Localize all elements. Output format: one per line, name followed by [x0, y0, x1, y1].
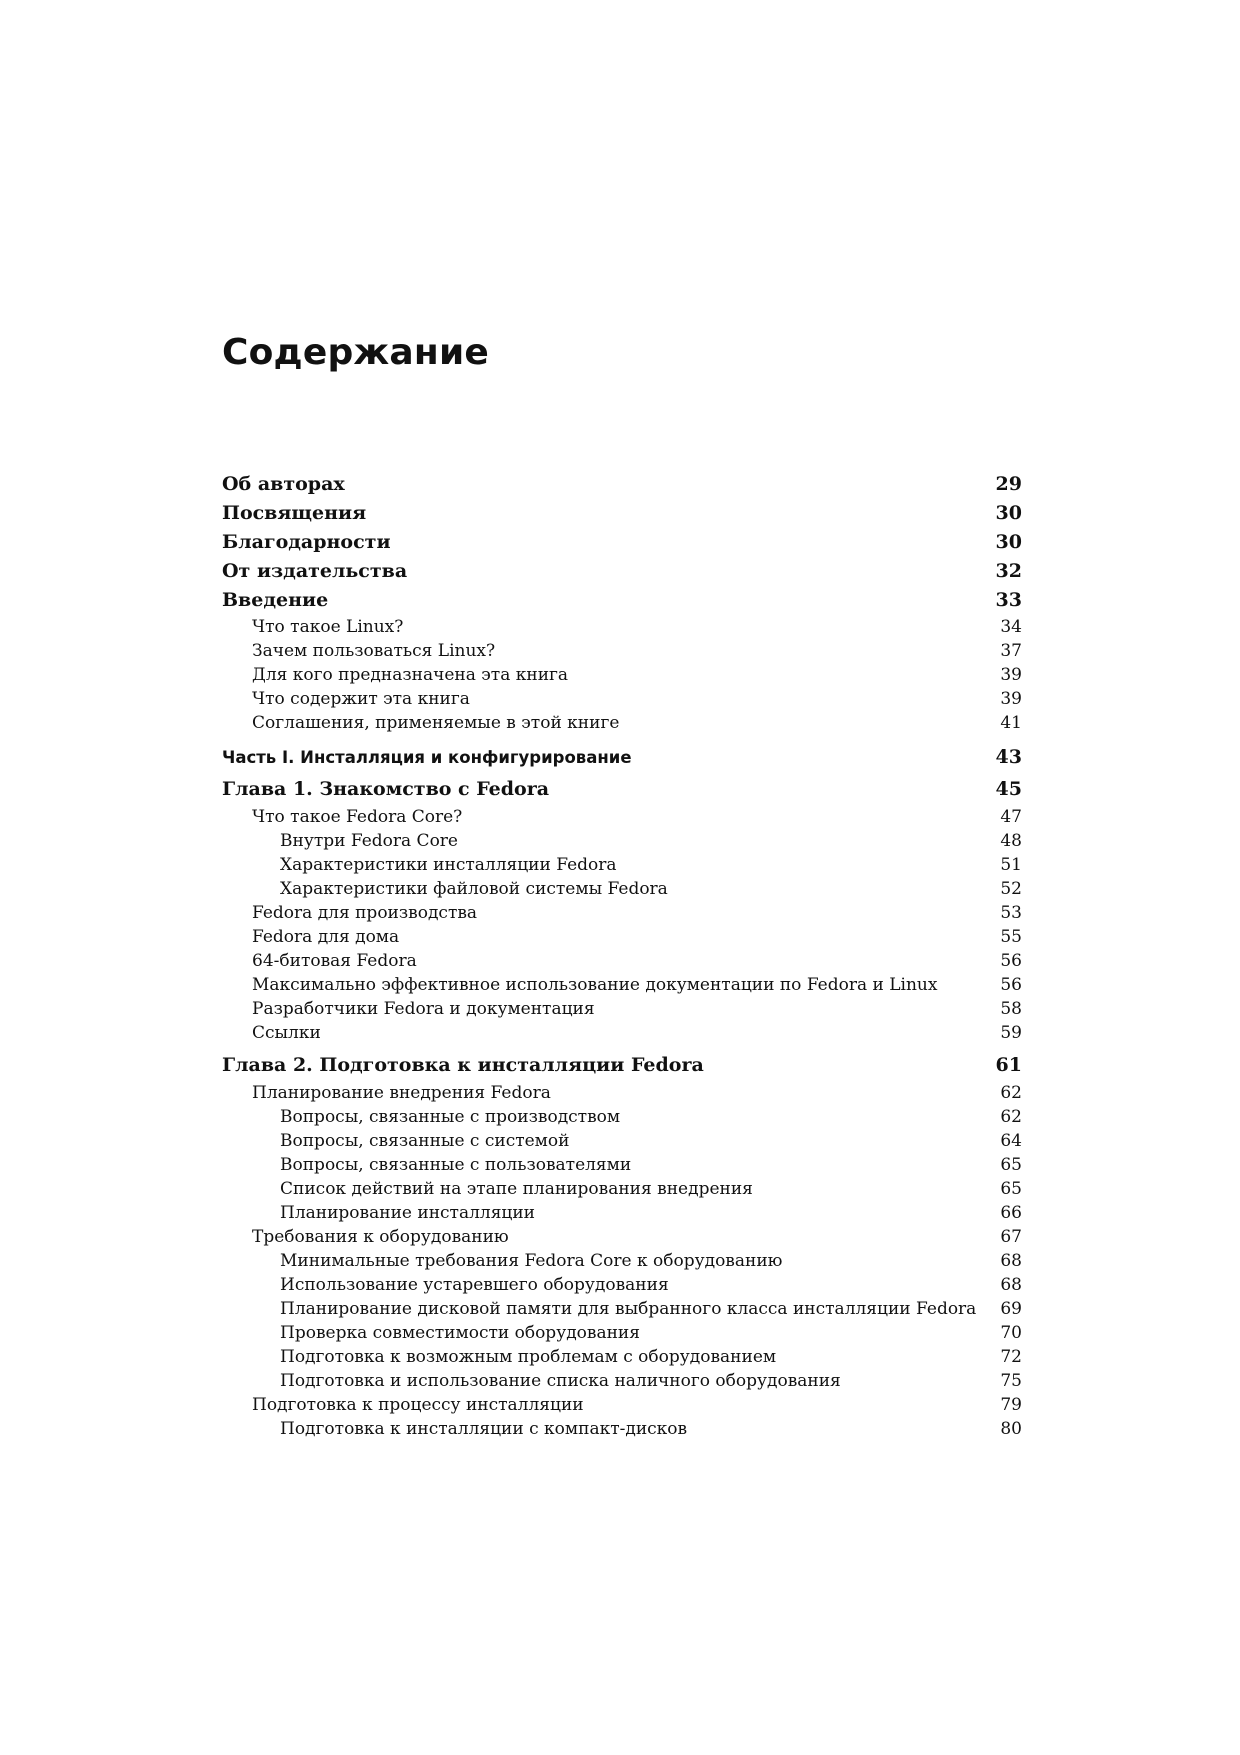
toc-entry-page: 41 — [1000, 713, 1022, 733]
toc-entry-page: 66 — [1000, 1203, 1022, 1223]
toc-entry-page: 33 — [995, 589, 1022, 611]
toc-entry-title: Минимальные требования Fedora Core к оборудованию — [280, 1251, 783, 1271]
toc-entry-title: Список действий на этапе планирования внедрения — [280, 1179, 753, 1199]
toc-entry-title: Подготовка и использование списка наличного оборудования — [280, 1371, 841, 1391]
toc-entry-page: 59 — [1000, 1023, 1022, 1043]
toc-entry[interactable] — [222, 687, 1022, 711]
toc-entry-title: Ссылки — [252, 1023, 321, 1043]
toc-entry-page: 69 — [1000, 1299, 1022, 1319]
toc-entry[interactable] — [222, 877, 1022, 901]
toc-entry-title: Посвящения — [222, 502, 367, 524]
toc-entry-page: 58 — [1000, 999, 1022, 1019]
toc-entry-title: Введение — [222, 589, 329, 611]
toc-entry-title: Разработчики Fedora и документация — [252, 999, 595, 1019]
toc-entry-page: 55 — [1000, 927, 1022, 947]
toc-entry[interactable] — [222, 1393, 1022, 1417]
toc-entry-title: 64-битовая Fedora — [252, 951, 417, 971]
toc-entry-title: Благодарности — [222, 531, 391, 553]
toc-entry-page: 34 — [1000, 617, 1022, 637]
toc-entry-title: Глава 2. Подготовка к инсталляции Fedora — [222, 1054, 704, 1076]
toc-entry-title: Планирование внедрения Fedora — [252, 1083, 551, 1103]
toc-entry-page: 65 — [1000, 1179, 1022, 1199]
toc-entry[interactable] — [222, 1225, 1022, 1249]
toc-entry[interactable] — [222, 559, 1022, 583]
toc-entry-title: Об авторах — [222, 473, 345, 495]
toc-entry-page: 80 — [1000, 1419, 1022, 1439]
toc-entry-page: 30 — [995, 531, 1022, 553]
toc-entry-page: 47 — [1000, 807, 1022, 827]
toc-entry-page: 39 — [1000, 689, 1022, 709]
toc-entry[interactable] — [222, 1105, 1022, 1129]
toc-entry-page: 64 — [1000, 1131, 1022, 1151]
toc-entry-title: Подготовка к процессу инсталляции — [252, 1395, 584, 1415]
toc-entry[interactable] — [222, 501, 1022, 525]
toc-entry-page: 56 — [1000, 975, 1022, 995]
toc-entry[interactable] — [222, 1297, 1022, 1321]
toc-entry[interactable] — [222, 615, 1022, 639]
toc-entry-title: Что такое Linux? — [252, 617, 404, 637]
toc-entry-title: Максимально эффективное использование документации по Fedora и Linux — [252, 975, 938, 995]
toc-entry[interactable] — [222, 925, 1022, 949]
toc-entry-title: Глава 1. Знакомство с Fedora — [222, 778, 550, 800]
toc-entry[interactable] — [222, 805, 1022, 829]
toc-entry-page: 65 — [1000, 1155, 1022, 1175]
toc-entry-title: Для кого предназначена эта книга — [252, 665, 569, 685]
toc-entry[interactable] — [222, 1273, 1022, 1297]
toc-entry[interactable] — [222, 711, 1022, 735]
toc-entry-title: Вопросы, связанные с системой — [280, 1131, 570, 1151]
toc-entry-title: Вопросы, связанные с производством — [280, 1107, 621, 1127]
toc-entry-title: Что содержит эта книга — [252, 689, 470, 709]
toc-entry-page: 56 — [1000, 951, 1022, 971]
toc-entry[interactable] — [222, 1129, 1022, 1153]
toc-entry-title: Что такое Fedora Core? — [252, 807, 463, 827]
toc-entry-page: 72 — [1000, 1347, 1022, 1367]
toc-entry[interactable] — [222, 1345, 1022, 1369]
toc-entry[interactable] — [222, 1417, 1022, 1441]
toc-entry-title: Вопросы, связанные с пользователями — [280, 1155, 632, 1175]
toc-entry-title: Fedora для дома — [252, 927, 400, 947]
toc-entry-title: Fedora для производства — [252, 903, 478, 923]
toc-entry-title: Характеристики инсталляции Fedora — [280, 855, 617, 875]
toc-entry-title: Планирование дисковой памяти для выбранного класса инсталляции Fedora — [280, 1299, 977, 1319]
toc-entry[interactable] — [222, 588, 1022, 612]
toc-entry-title: Подготовка к возможным проблемам с оборудованием — [280, 1347, 777, 1367]
toc-entry-page: 48 — [1000, 831, 1022, 851]
toc-entry-title: Требования к оборудованию — [252, 1227, 509, 1247]
toc-entry-page: 39 — [1000, 665, 1022, 685]
toc-entry-page: 61 — [995, 1054, 1022, 1076]
toc-entry-page: 37 — [1000, 641, 1022, 661]
toc-entry[interactable] — [222, 949, 1022, 973]
toc-entry-title: От издательства — [222, 560, 408, 582]
toc-entry-title: Характеристики файловой системы Fedora — [280, 879, 668, 899]
toc-entry-page: 30 — [995, 502, 1022, 524]
toc-entry-page: 68 — [1000, 1251, 1022, 1271]
toc-entry[interactable] — [222, 1201, 1022, 1225]
toc-entry-page: 68 — [1000, 1275, 1022, 1295]
toc-entry[interactable] — [222, 1249, 1022, 1273]
toc-entry-page: 53 — [1000, 903, 1022, 923]
toc-entry[interactable] — [222, 1369, 1022, 1393]
toc-entry[interactable] — [222, 1021, 1022, 1045]
toc-entry[interactable] — [222, 472, 1022, 496]
toc-entry-title: Подготовка к инсталляции с компакт-дисков — [280, 1419, 688, 1439]
toc-entry-page: 62 — [1000, 1083, 1022, 1103]
toc-entry-title: Использование устаревшего оборудования — [280, 1275, 669, 1295]
toc-entry-page: 75 — [1000, 1371, 1022, 1391]
page-title: Содержание — [222, 332, 490, 373]
toc-entry-page: 45 — [995, 778, 1022, 800]
toc-entry-title: Проверка совместимости оборудования — [280, 1323, 640, 1343]
toc-entry-page: 79 — [1000, 1395, 1022, 1415]
toc-entry[interactable] — [222, 663, 1022, 687]
toc-entry[interactable] — [222, 997, 1022, 1021]
toc-entry-page: 70 — [1000, 1323, 1022, 1343]
toc-entry-title: Внутри Fedora Core — [280, 831, 458, 851]
toc-entry-title: Соглашения, применяемые в этой книге — [252, 713, 620, 733]
toc-entry-page: 52 — [1000, 879, 1022, 899]
toc-entry-page: 67 — [1000, 1227, 1022, 1247]
toc-entry[interactable] — [222, 777, 1022, 801]
toc-entry-page: 29 — [995, 473, 1022, 495]
toc-entry-title: Планирование инсталляции — [280, 1203, 536, 1223]
toc-entry[interactable] — [222, 973, 1022, 997]
toc-entry[interactable] — [222, 901, 1022, 925]
toc-entry-title: Часть I. Инсталляция и конфигурирование — [222, 747, 632, 767]
toc-entry[interactable] — [222, 1081, 1022, 1105]
toc-entry[interactable] — [222, 530, 1022, 554]
toc-entry-page: 43 — [995, 746, 1022, 768]
toc-entry[interactable] — [222, 829, 1022, 853]
toc-entry[interactable] — [222, 1153, 1022, 1177]
toc-entry[interactable] — [222, 1053, 1022, 1077]
toc-entry-page: 51 — [1000, 855, 1022, 875]
toc-entry[interactable] — [222, 1177, 1022, 1201]
toc-entry-title: Зачем пользоваться Linux? — [252, 641, 496, 661]
toc-entry[interactable] — [222, 639, 1022, 663]
toc-part-entry[interactable] — [222, 745, 1022, 769]
toc-entry[interactable] — [222, 1321, 1022, 1345]
toc-entry[interactable] — [222, 853, 1022, 877]
toc-entry-page: 62 — [1000, 1107, 1022, 1127]
toc-entry-page: 32 — [995, 560, 1022, 582]
